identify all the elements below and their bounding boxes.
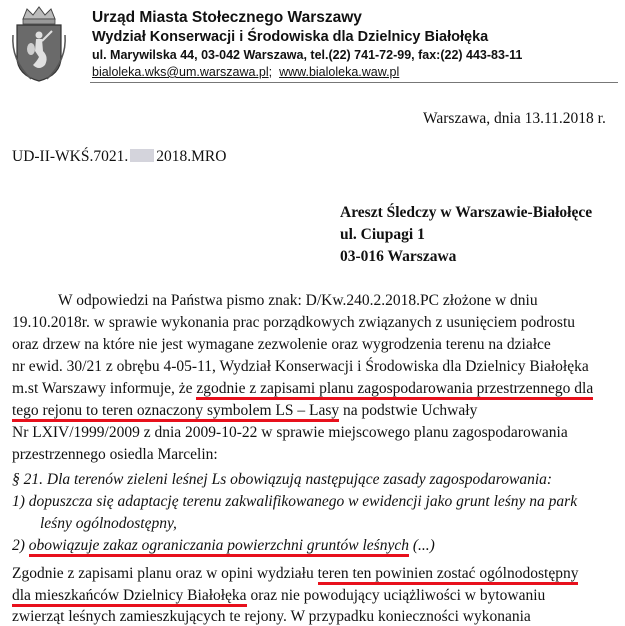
body-text: Zgodnie z zapisami planu oraz w opini wydziału [12, 565, 318, 582]
body-line [12, 564, 578, 583]
body-text: na podstwie Uchwały [339, 402, 478, 419]
highlighted-text: obowiązuje zakaz ograniczania powierzchni gruntów leśnych [29, 537, 409, 557]
email-link[interactable]: bialoleka.wks@um.warszawa.pl [92, 65, 269, 79]
body-text: oraz nie powodujący uciążliwości w bytowaniu [246, 587, 546, 604]
quote-text: (...) [408, 537, 435, 554]
department-name: Wydział Konserwacji i Środowiska dla Dzielnicy Białołęka [92, 29, 489, 45]
website-link[interactable]: www.bialoleka.waw.pl [279, 65, 400, 79]
recipient-street: ul. Ciupagi 1 [340, 226, 425, 243]
quote-line: leśny ogólnodostępny, [40, 515, 177, 532]
reference-prefix: UD-II-WKŚ.7021. [12, 148, 129, 165]
highlighted-text: tego rejonu to teren oznaczony symbolem LS – Lasy [12, 402, 339, 422]
office-name: Urząd Miasta Stołecznego Warszawy [92, 9, 362, 26]
body-text: m.st Warszawy informuje, że [12, 380, 197, 397]
recipient-address [340, 202, 592, 268]
quote-line: § 21. Dla terenów zieleni leśnej Ls obowiązują następujące zasady zagospodarowania: [12, 471, 553, 488]
body-line: Nr LXIV/1999/2009 z dnia 2009-10-22 w sprawie miejscowego planu zagospodarowania [12, 424, 568, 441]
link-separator: ; [268, 65, 273, 79]
body-line [12, 586, 545, 605]
body-line [12, 379, 593, 398]
warsaw-coat-of-arms-icon [9, 5, 69, 83]
body-line [12, 401, 477, 420]
quote-text: 2) [12, 537, 29, 554]
recipient-city: 03-016 Warszawa [340, 248, 457, 265]
redacted-block [130, 149, 154, 162]
highlighted-text: dla mieszkańców Dzielnicy Białołęka [12, 587, 247, 607]
quote-line [12, 536, 435, 555]
date-line: Warszawa, dnia 13.11.2018 r. [423, 110, 606, 127]
header-divider [90, 82, 618, 83]
letterhead [92, 8, 622, 81]
body-line: zwierząt leśnych zamieszkujących te rejony. W przypadku konieczności wykonania [12, 608, 531, 625]
reference-number [12, 148, 226, 166]
recipient-name: Areszt Śledczy w Warszawie-Białołęce [340, 204, 593, 221]
highlighted-text: teren ten powinien zostać ogólnodostępny [318, 565, 579, 585]
body-line: nr ewid. 30/21 z obrębu 4-05-11, Wydział Konserwacji i Środowiska dla Dzielnicy Białołęka [12, 358, 589, 375]
body-line: W odpowiedzi na Państwa pismo znak: D/Kw.240.2.2018.PC złożone w dniu [58, 292, 538, 309]
body-line: oraz drzew na które nie jest wymagane zezwolenie oraz wygrodzenia terenu na działce [12, 336, 551, 353]
links-line [92, 64, 622, 81]
highlighted-text: zgodnie z zapisami planu zagospodarowania przestrzennego dla [196, 380, 593, 400]
reference-suffix: 2018.MRO [156, 148, 227, 165]
body-line: przestrzennego osiedla Marcelin: [12, 446, 218, 463]
contact-line: ul. Marywilska 44, 03-042 Warszawa, tel.(22) 741-72-99, fax:(22) 443-83-11 [92, 48, 523, 62]
body-line: 19.10.2018r. w sprawie wykonania prac porządkowych związanych z usunięciem podrostu [12, 314, 575, 331]
quote-line: 1) dopuszcza się adaptację terenu zakwalifikowanego w ewidencji jako grunt leśny na park [12, 493, 578, 510]
